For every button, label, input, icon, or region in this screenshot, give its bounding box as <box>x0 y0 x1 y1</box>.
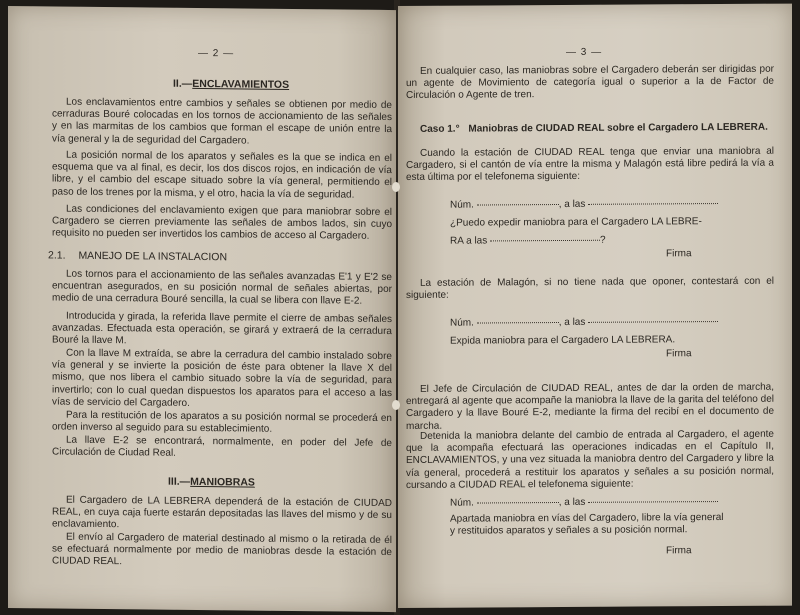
binding-hole <box>392 182 400 192</box>
paragraph: Las condiciones del enclavamiento exigen que para maniobrar sobre el Cargadero se cierren previamente las señales de ambos lados, sin cuyo requisito no pueden ser invertidos los cambios de acceso al Cargadero. <box>52 203 392 243</box>
telefonema-text: Expida maniobra para el Cargadero LA LEBRERA. <box>450 334 676 347</box>
paragraph: El Jefe de Circulación de CIUDAD REAL, antes de dar la orden de marcha, entregará al agente que acompañe la maniobra la llave de la garita del teléfono del Cargadero y la llave Bouré E-2, mediante la firma del recibí en el documento de marcha. <box>406 381 774 432</box>
num-label: Núm. <box>450 497 474 509</box>
paragraph: Los tornos para el accionamiento de las señales avanzadas E'1 y E'2 se encuentran asegurados, en su posición normal de señales abiertas, por medio de una cerradura Bouré sencilla, la cual se libera con llave E-2. <box>52 268 392 308</box>
binding-hole <box>392 400 400 410</box>
telefonema-number-line <box>450 316 718 329</box>
a-las-label: , a las <box>558 316 586 329</box>
question-mark: ? <box>600 234 606 246</box>
signature-label: Firma <box>666 545 692 557</box>
section-number: II.— <box>173 77 193 90</box>
page-number: — 2 — <box>198 47 235 60</box>
question-text: RA a las <box>450 235 488 247</box>
blank-field <box>588 321 718 323</box>
telefonema-question: ¿Puedo expedir maniobra para el Cargadero LA LEBRE- <box>450 216 702 229</box>
blank-field <box>477 502 559 504</box>
paragraph: La estación de Malagón, si no tiene nada que oponer, contestará con el siguiente: <box>406 275 774 302</box>
blank-field <box>490 240 600 242</box>
paragraph: Detenida la maniobra delante del cambio de entrada al Cargadero, el agente que la acompaña efectuará las operaciones indicadas en el Capítulo II, ENCLAVAMIENTOS, y una vez situada la maniobra dentro del Cargadero y libre la vía general, procederá a restituir los aparatos y señales a su posición normal, cursando a CIUDAD REAL el telefonema siguiente: <box>406 428 774 491</box>
page-number: — 3 — <box>566 46 603 58</box>
paragraph: La llave E-2 se encontrará, normalmente, en poder del Jefe de Circulación de Ciudad Real. <box>52 434 392 459</box>
subsection-name: MANEJO DE LA INSTALACION <box>78 249 228 264</box>
telefonema-number-line <box>450 198 718 211</box>
signature-label: Firma <box>666 248 692 260</box>
blank-field <box>588 203 718 205</box>
blank-field <box>477 204 559 206</box>
section-name: MANIOBRAS <box>190 475 255 489</box>
a-las-label: , a las <box>558 198 586 211</box>
case-heading <box>420 122 775 136</box>
blank-field <box>477 322 559 324</box>
section-title-enclavamientos <box>173 78 289 91</box>
section-number: III.— <box>168 475 191 488</box>
paragraph: Introducida y girada, la referida llave permite el cierre de ambas señales avanzadas. Efectuada esta operación, se girará y extraerá de la cerradura Bouré la llave M. <box>52 310 392 347</box>
section-name: ENCLAVAMIENTOS <box>192 77 290 91</box>
paragraph: Con la llave M extraída, se abre la cerradura del cambio instalado sobre vía general y se invierte la posición de éste para obtener la llave X del mismo, que nos libera el cambio situado sobre la vía de seguridad, para invertirlo; con lo cual quedan dispuestos los aparatos para el acceso a las vías de servicio del Cargadero. <box>52 347 392 409</box>
num-label: Núm. <box>450 199 474 211</box>
blank-field <box>588 501 718 503</box>
left-page <box>8 6 396 612</box>
paragraph: Los enclavamientos entre cambios y señales se obtienen por medio de cerraduras Bouré colocadas en los tornos de accionamiento de las señales y en las marmitas de los cambios que forman el escape de unión entre la vía general y la de seguridad del Cargadero. <box>52 96 392 147</box>
right-page <box>398 4 792 608</box>
subsection-title-2-1 <box>48 249 227 263</box>
case-title: Maniobras de CIUDAD REAL sobre el Cargadero LA LEBRERA. <box>468 121 768 135</box>
telefonema-question-cont <box>450 235 606 247</box>
telefonema-number-line <box>450 496 718 509</box>
paragraph: Cuando la estación de CIUDAD REAL tenga que enviar una maniobra al Cargadero, si el cantón de vía entre la misma y Malagón está libre pedirá la vía a esta última por el telefonema siguiente: <box>406 145 774 184</box>
paragraph: La posición normal de los aparatos y señales es la que se indica en el esquema que va al final, es decir, los dos discos rojos, en indicación de vía libre, y el cambio del escape situado sobre la vía general, permitiendo el paso de los trenes por la misma, y el otro, hacia la vía de seguridad. <box>52 149 392 201</box>
a-las-label: , a las <box>558 496 586 509</box>
section-title-maniobras <box>168 476 255 489</box>
subsection-number: 2.1. <box>48 249 66 262</box>
paragraph: El Cargadero de LA LEBRERA dependerá de la estación de CIUDAD REAL, en cuya caja fuerte estarán depositadas las llaves del mismo y de su enclavamiento. <box>52 494 392 531</box>
case-label: Caso 1.° <box>420 123 460 135</box>
paragraph: El envío al Cargadero de material destinado al mismo o la retirada de él se efectuará normalmente por medio de maniobras desde la estación de CIUDAD REAL. <box>52 531 392 568</box>
paragraph: Para la restitución de los aparatos a su posición normal se procederá en orden inverso al seguido para su establecimiento. <box>52 409 392 435</box>
telefonema-text: Apartada maniobra en vías del Cargadero, libre la vía general y restituidos aparatos y señales a su posición normal. <box>450 512 724 537</box>
num-label: Núm. <box>450 317 474 329</box>
paragraph: En cualquier caso, las maniobras sobre el Cargadero deberán ser dirigidas por un agente de Movimiento de categoría igual o superior a la de Factor de Circulación o Agente de tren. <box>406 63 774 102</box>
signature-label: Firma <box>666 348 692 360</box>
